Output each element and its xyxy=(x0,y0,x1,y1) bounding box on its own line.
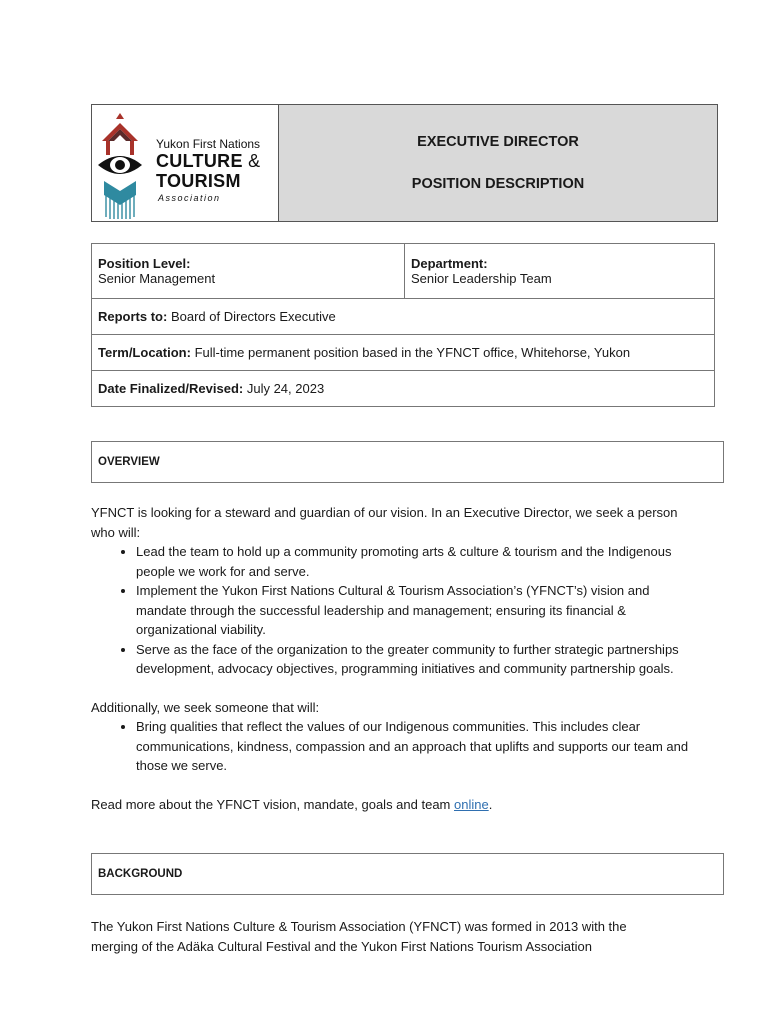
date-cell xyxy=(92,371,715,407)
background-heading-box xyxy=(91,853,724,895)
logo-line1: Yukon First Nations xyxy=(156,137,261,151)
overview-section xyxy=(91,503,691,814)
read-more-prefix: Read more about the YFNCT vision, mandate, goals and team xyxy=(91,796,454,812)
logo-line3: TOURISM xyxy=(156,171,241,191)
additionally-text: Additionally, we seek someone that will: xyxy=(91,699,320,715)
reports-to-value: Board of Directors Executive xyxy=(170,309,336,324)
additionally-bullet-list xyxy=(91,717,691,776)
date-value: July 24, 2023 xyxy=(246,381,325,396)
term-label: Term/Location: xyxy=(98,345,191,360)
list-item: • Bring qualities that reflect the values of our Indigenous communities. This includes clear communications, kindness, compassion and an approach that uplifts and supports our team and those we serve. xyxy=(136,717,691,776)
read-more-end: . xyxy=(488,796,493,812)
header-box xyxy=(91,104,718,222)
position-level-value: Senior Management xyxy=(98,271,216,286)
logo-ampersand: & xyxy=(248,151,261,171)
overview-heading: OVERVIEW xyxy=(98,456,160,468)
position-level-label: Position Level: xyxy=(98,256,191,271)
overview-heading-box xyxy=(91,441,724,483)
list-item: • Lead the team to hold up a community promoting arts & culture & tourism and the Indigenous people we work for and serve. xyxy=(136,542,691,581)
document-subtitle: POSITION DESCRIPTION xyxy=(411,176,585,192)
list-item: • Serve as the face of the organization to the greater community to further strategic partnerships development, advocacy objectives, programming initiatives and community partnership goals. xyxy=(136,640,691,679)
document-title: EXECUTIVE DIRECTOR xyxy=(417,134,579,150)
logo-culture: CULTURE xyxy=(156,151,243,171)
header-title-cell xyxy=(279,105,717,221)
background-heading: BACKGROUND xyxy=(98,868,183,880)
info-table xyxy=(91,243,715,407)
read-more-text xyxy=(91,795,691,815)
date-label: Date Finalized/Revised: xyxy=(98,381,244,396)
department-label: Department: xyxy=(411,256,488,271)
logo-line4: Association xyxy=(158,193,221,203)
list-item: • Implement the Yukon First Nations Cultural & Tourism Association’s (YFNCT’s) vision and mandate through the successful leadership and management; ensuring its financial & organizational viability. xyxy=(136,581,691,640)
department-value: Senior Leadership Team xyxy=(411,271,552,286)
online-link[interactable]: online xyxy=(454,796,489,812)
overview-intro: YFNCT is looking for a steward and guardian of our vision. In an Executive Director, we seek a person who will: xyxy=(91,505,678,540)
logo-line2 xyxy=(156,151,260,172)
term-cell xyxy=(92,335,715,371)
term-value: Full-time permanent position based in the YFNCT office, Whitehorse, Yukon xyxy=(194,345,631,360)
logo-emblem-icon xyxy=(96,111,156,221)
position-level-cell xyxy=(92,244,405,299)
reports-to-label: Reports to: xyxy=(98,309,168,324)
logo xyxy=(92,105,279,221)
department-cell xyxy=(405,244,715,299)
background-text: The Yukon First Nations Culture & Tourism Association (YFNCT) was formed in 2013 with the merging of the Adäka Cultural Festival and the Yukon First Nations Tourism Association xyxy=(91,919,627,954)
reports-to-cell xyxy=(92,299,715,335)
overview-bullet-list xyxy=(91,542,691,679)
